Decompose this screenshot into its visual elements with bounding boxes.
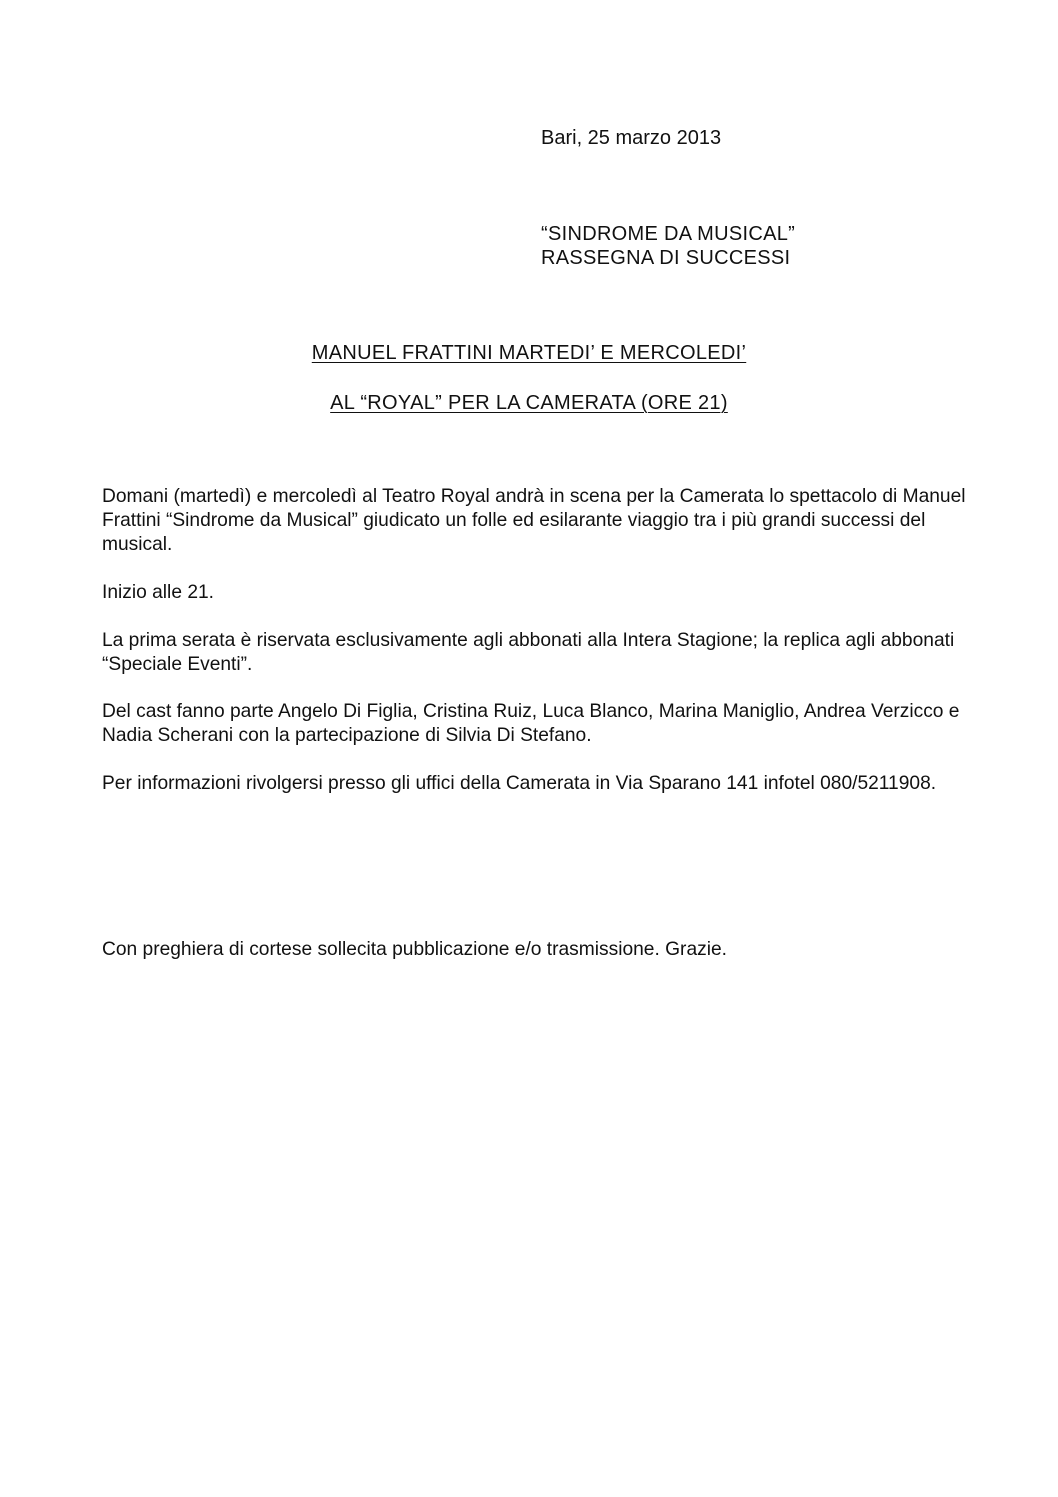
kicker-line-1: “SINDROME DA MUSICAL” — [541, 223, 796, 245]
kicker — [541, 222, 795, 270]
headline-line-1-text: MANUEL FRATTINI MARTEDI’ E MERCOLEDI’ — [311, 342, 747, 364]
info-paragraph: Per informazioni rivolgersi presso gli uffici della Camerata in Via Sparano 141 infotel 080/5211908. — [102, 773, 937, 794]
document-date: Bari, 25 marzo 2013 — [541, 127, 722, 149]
start-time-paragraph: Inizio alle 21. — [102, 582, 214, 603]
intro-paragraph: Domani (martedì) e mercoledì al Teatro Royal andrà in scena per la Camerata lo spettacolo di Manuel Frattini “Sindrome da Musical” giudicato un folle ed esilarante viaggio tra i più grandi successi del musical. — [102, 486, 966, 555]
evenings-paragraph: La prima serata è riservata esclusivamente agli abbonati alla Intera Stagione; la replica agli abbonati “Speciale Eventi”. — [102, 630, 955, 675]
headline-line-2 — [0, 391, 1058, 415]
cast-paragraph: Del cast fanno parte Angelo Di Figlia, Cristina Ruiz, Luca Blanco, Marina Maniglio, Andrea Verzicco e Nadia Scherani con la partecipazione di Silvia Di Stefano. — [102, 701, 960, 746]
closing-paragraph: Con preghiera di cortese sollecita pubblicazione e/o trasmissione. Grazie. — [102, 939, 727, 960]
kicker-line-2: RASSEGNA DI SUCCESSI — [541, 247, 791, 269]
headline-line-2-text: AL “ROYAL” PER LA CAMERATA (ORE 21) — [330, 392, 728, 414]
headline-line-1 — [0, 341, 1058, 365]
